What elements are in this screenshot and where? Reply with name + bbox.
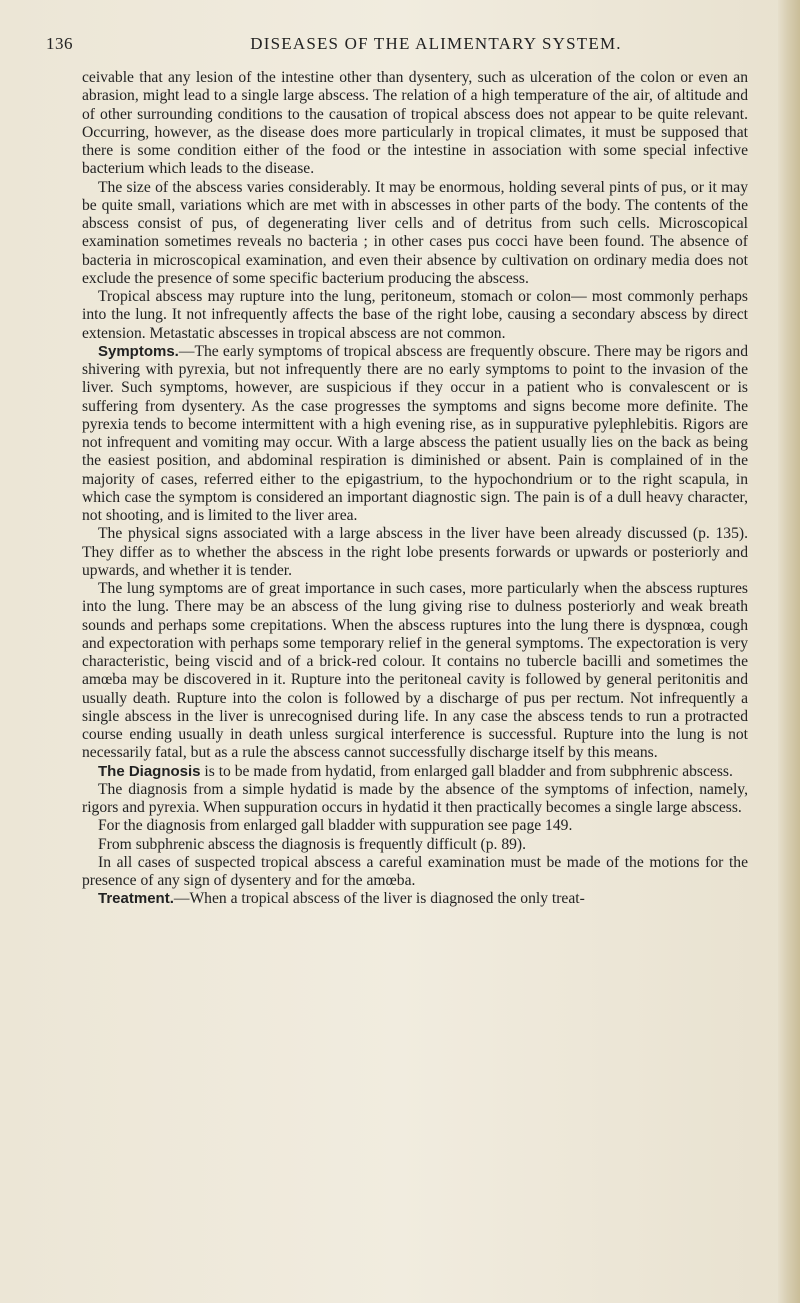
paragraph-symptoms xyxy=(82,343,748,526)
paragraph-physical-signs: The physical signs associated with a large abscess in the liver have been already discussed (p. 135). They differ as to whether the abscess in the right lobe presents forwards or upwards or posteriorly and upwards, and whether it is tender. xyxy=(82,525,748,579)
section-heading-treatment: Treatment. xyxy=(98,890,174,908)
paragraph-gall-bladder: For the diagnosis from enlarged gall bladder with suppuration see page 149. xyxy=(98,817,573,835)
body-text xyxy=(82,69,748,909)
section-heading-symptoms: Symptoms. xyxy=(98,342,179,360)
paragraph-treatment xyxy=(82,890,748,908)
paragraph-examination: In all cases of suspected tropical abscess a careful examination must be made of the motions for the presence of any sign of dysentery and for the amœba. xyxy=(82,853,748,889)
paragraph-hydatid: The diagnosis from a simple hydatid is made by the absence of the symptoms of infection, namely, rigors and pyrexia. When suppuration occurs in hydatid it then practically becomes a single large abscess. xyxy=(82,780,748,816)
running-head: DISEASES OF THE ALIMENTARY SYSTEM. xyxy=(250,34,622,53)
paragraph-lung-symptoms: The lung symptoms are of great importance in such cases, more particularly when the abscess ruptures into the lung. There may be an abscess of the lung giving rise to dulness posteriorly and weak breath sounds and perhaps some crepitations. When the abscess ruptures into the lung there is dyspnœa, cough and expectoration with perhaps some temporary relief in the general symptoms. The expectoration is very characteristic, being viscid and of a brick-red colour. It contains no tubercle bacilli and sometimes the amœba may be discovered in it. Rupture into the peritoneal cavity is followed by general peritonitis and usually death. Rupture into the colon is followed by a discharge of pus per rectum. Not infrequently a single abscess in the liver is unrecognised during life. In any case the abscess tends to run a protracted course ending usually in death unless surgical interference is successful. Rupture into the lung is not necessarily fatal, but as a rule the abscess cannot successfully discharge itself by this means. xyxy=(82,580,748,762)
paragraph-rupture: Tropical abscess may rupture into the lung, peritoneum, stomach or colon— most commonly perhaps into the lung. It not infrequently affects the base of the right lobe, causing a secondary abscess by direct extension. Metastatic abscesses in tropical abscess are not common. xyxy=(82,288,748,342)
paragraph-subphrenic: From subphrenic abscess the diagnosis is frequently difficult (p. 89). xyxy=(98,835,527,853)
paragraph-treatment-text: —When a tropical abscess of the liver is diagnosed the only treat- xyxy=(173,890,585,908)
page-header xyxy=(46,34,746,58)
section-heading-diagnosis: The Diagnosis xyxy=(98,762,201,780)
paragraph-diagnosis-text: is to be made from hydatid, from enlarged gall bladder and from subphrenic abscess. xyxy=(200,762,733,780)
page-number: 136 xyxy=(46,34,73,53)
paragraph-diagnosis xyxy=(82,763,748,781)
page-edge-shadow xyxy=(778,0,800,1303)
paragraph-continuation: ceivable that any lesion of the intestine other than dysentery, such as ulceration of the colon or even an abrasion, might lead to a single large abscess. The relation of a high temperature of the air, of altitude and of other surrounding conditions to the causation of tropical abscess does not appear to be quite relevant. Occurring, however, as the disease does more particularly in tropical climates, it must be supposed that there is some condition either of the food or the intestine in association with some special infective bacterium which leads to the disease. xyxy=(82,69,748,178)
paragraph-abscess-size: The size of the abscess varies considerably. It may be enormous, holding several pints of pus, or it may be quite small, variations which are met with in abscesses in other parts of the body. The contents of the abscess consist of pus, of degenerating liver cells and of detritus from such cells. Microscopical examination sometimes reveals no bacteria ; in other cases pus cocci have been found. The absence of bacteria in microscopical examination, and even their absence by cultivation on ordinary media does not exclude the presence of some specific bacterium producing the abscess. xyxy=(82,178,748,287)
paragraph-symptoms-text: —The early symptoms of tropical abscess are frequently obscure. There may be rigors and shivering with pyrexia, but not infrequently there are no early symptoms to point to the invasion of the liver. Such symptoms, however, are suspicious if they occur in a patient who is convalescent or is suffering from dysentery. As the case progresses the symptoms and signs become more definite. The pyrexia tends to become intermittent with a high evening rise, as in suppurative pylephlebitis. Rigors are not infrequent and vomiting may occur. With a large abscess the patient usually lies on the back as being the easiest position, and abdominal respiration is diminished or absent. Pain is complained of in the majority of cases, referred either to the epigastrium, to the hypochondrium or to the right scapula, in which case the symptom is considered an important diagnostic sign. The pain is of a dull heavy character, not shooting, and is limited to the liver area. xyxy=(82,342,748,524)
